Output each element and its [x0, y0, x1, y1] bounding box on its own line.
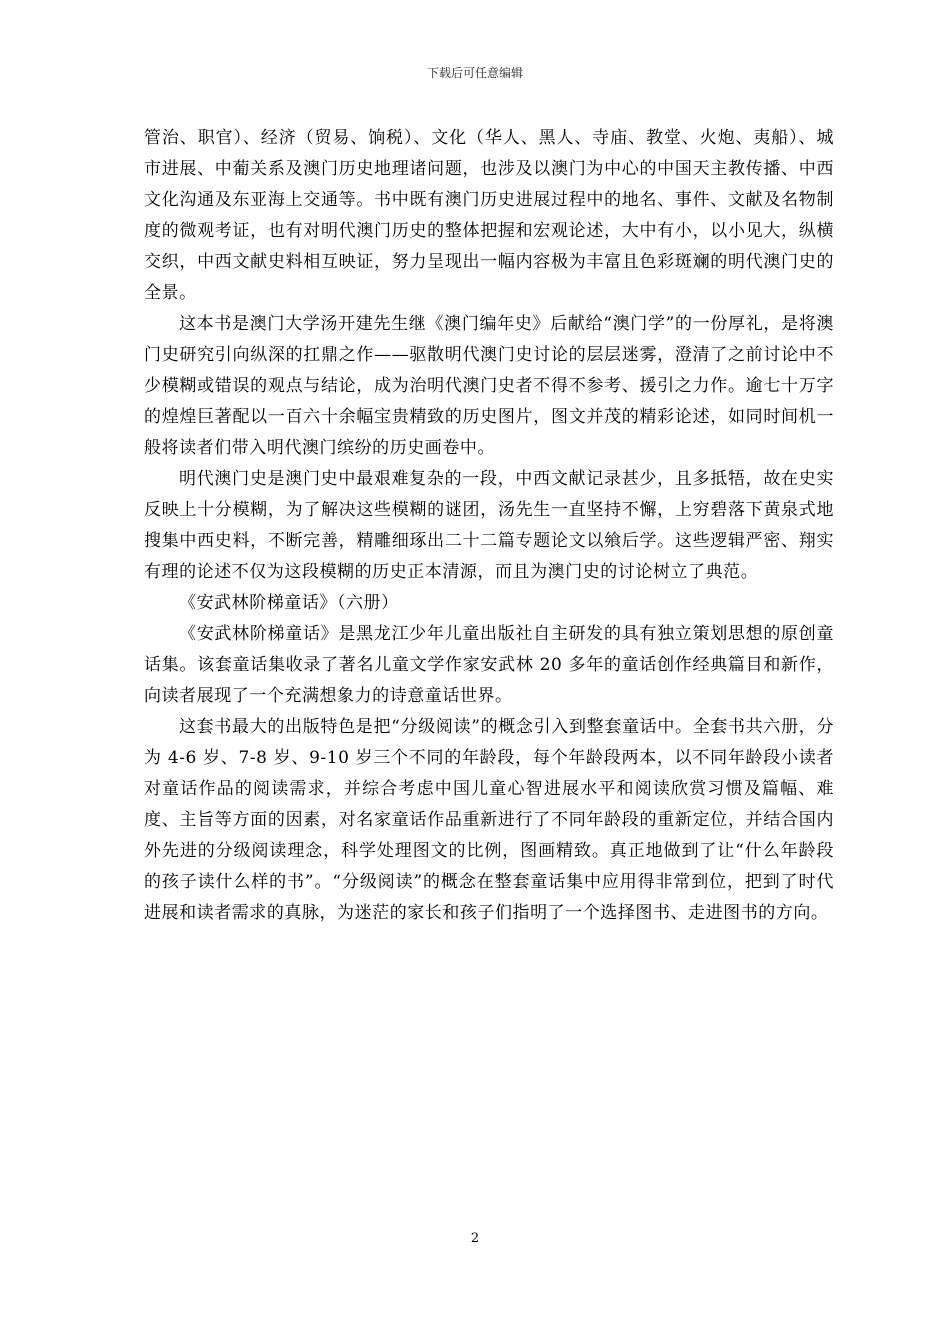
page-number: 2	[470, 1231, 480, 1246]
book-title-heading: 《安武林阶梯童话》（六册）	[179, 593, 399, 613]
document-body	[144, 123, 834, 929]
paragraph: 管治、职官）、经济（贸易、饷税）、文化（华人、黑人、寺庙、教堂、火炮、夷船）、城市进展、中葡关系及澳门历史地理诸问题，也涉及以澳门为中心的中国天主教传播、中西文化沟通及东亚海上交通等。书中既有澳门历史进展过程中的地名、事件、文献及名物制度的微观考证，也有对明代澳门历史的整体把握和宏观论述，大中有小，以小见大，纵横交织，中西文献史料相互映证，努力呈现出一幅内容极为丰富且色彩斑斓的明代澳门史的全景。	[144, 128, 834, 303]
page-header: 下载后可任意编辑	[426, 66, 523, 80]
paragraph: 《安武林阶梯童话》是黑龙江少年儿童出版社自主研发的具有独立策划思想的原创童话集。该套童话集收录了著名儿童文学作家安武林 20 多年的童话创作经典篇目和新作，向读者展现了一个充满想象力的诗意童话世界。	[144, 624, 834, 706]
paragraph: 这套书最大的出版特色是把“分级阅读”的概念引入到整套童话中。全套书共六册，分为 4-6 岁、7-8 岁、9-10 岁三个不同的年龄段，每个年龄段两本，以不同年龄段小读者对童话作品的阅读需求，并综合考虑中国儿童心智进展水平和阅读欣赏习惯及篇幅、难度、主旨等方面的因素，对名家童话作品重新进行了不同年龄段的重新定位，并结合国内外先进的分级阅读理念，科学处理图文的比例，图画精致。真正地做到了让“什么年龄段的孩子读什么样的书”。“分级阅读”的概念在整套童话集中应用得非常到位，把到了时代进展和读者需求的真脉，为迷茫的家长和孩子们指明了一个选择图书、走进图书的方向。	[144, 717, 834, 923]
paragraph: 这本书是澳门大学汤开建先生继《澳门编年史》后献给“澳门学”的一份厚礼，是将澳门史研究引向纵深的扛鼎之作——驱散明代澳门史讨论的层层迷雾，澄清了之前讨论中不少模糊或错误的观点与结论，成为治明代澳门史者不得不参考、援引之力作。逾七十万字的煌煌巨著配以一百六十余幅宝贵精致的历史图片，图文并茂的精彩论述，如同时间机一般将读者们带入明代澳门缤纷的历史画卷中。	[144, 314, 834, 458]
paragraph: 明代澳门史是澳门史中最艰难复杂的一段，中西文献记录甚少，且多抵牾，故在史实反映上十分模糊，为了解决这些模糊的谜团，汤先生一直坚持不懈，上穷碧落下黄泉式地搜集中西史料，不断完善，精雕细琢出二十二篇专题论文以飨后学。这些逻辑严密、翔实有理的论述不仅为这段模糊的历史正本清源，而且为澳门史的讨论树立了典范。	[144, 469, 834, 582]
